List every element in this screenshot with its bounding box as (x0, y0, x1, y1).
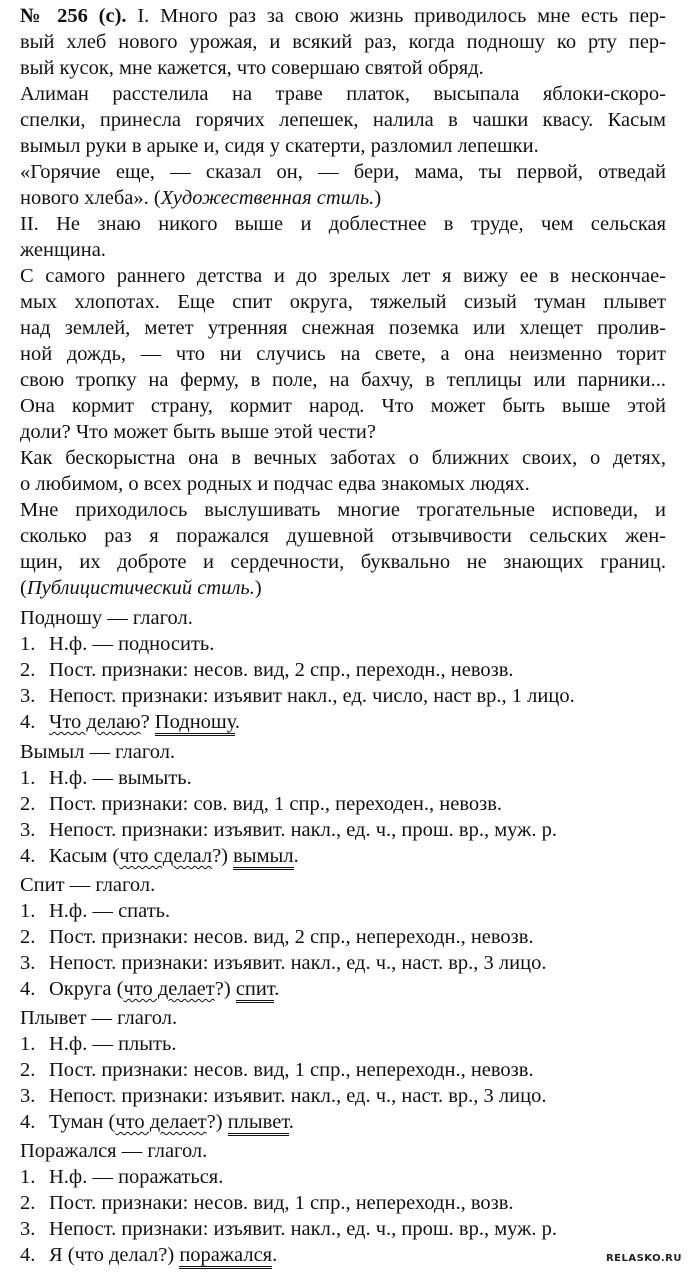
list-item: 1. Н.ф. — плыть. (20, 1033, 177, 1055)
exercise-line: спелки, принесла горячих лепешек, налила в чашки квасу. Касым (20, 109, 666, 131)
list-item: 3. Непост. признаки: изъявит. накл., ед. ч., прош. вр., муж. р. (20, 1218, 557, 1240)
exercise-line: над землей, метет утренняя снежная поземка или хлещет пролив- (20, 317, 666, 339)
exercise-line: Мне приходилось выслушивать многие трогательные исповеди, и (20, 499, 666, 521)
exercise-line: Алиман расстелила на траве платок, высыпала яблоки-скоро- (20, 83, 666, 105)
list-item: 4. Касым (что сделал?) вымыл. (20, 843, 299, 869)
exercise-line: Она кормит страну, кормит народ. Что может быть выше этой (20, 395, 666, 417)
verb-header: Спит — глагол. (20, 874, 156, 896)
question-underlined: что делает (115, 1111, 207, 1133)
exercise-line: щин, их доброте и сердечности, буквально не знающих границ. (20, 551, 666, 573)
verb-header: Вымыл — глагол. (20, 741, 176, 763)
exercise-line: доли? Что может быть выше этой чести? (20, 421, 376, 443)
exercise-line: нового хлеба». (Художественная стиль.) (20, 187, 382, 209)
list-item: 1. Н.ф. — поражаться. (20, 1166, 224, 1188)
watermark: RELASKO.RU (605, 1253, 682, 1264)
list-item: 4. Что делаю? Подношу. (20, 709, 240, 735)
list-item: 3. Непост. признаки: изъявит накл., ед. число, наст вр., 1 лицо. (20, 685, 575, 707)
list-item: 2. Пост. признаки: сов. вид, 1 спр., переходен., невозв. (20, 793, 503, 815)
verb-header: Плывет — глагол. (20, 1007, 178, 1029)
list-item: 4. Округа (что делает?) спит. (20, 976, 279, 1002)
style-label: Публицистический стиль. (26, 577, 255, 599)
question-underlined: Что делаю (49, 711, 141, 733)
exercise-line: (Публицистический стиль.) (20, 577, 262, 599)
predicate-underlined: спит (236, 978, 274, 1003)
predicate-underlined: плывет (228, 1111, 289, 1136)
exercise-line: Как бескорыстна она в вечных заботах о ближних своих, о детях, (20, 447, 666, 469)
list-item: 2. Пост. признаки: несов. вид, 1 спр., непереходн., невозв. (20, 1059, 534, 1081)
list-item: 1. Н.ф. — спать. (20, 900, 171, 922)
exercise-line: вымыл руки в арыке и, сидя у скатерти, разломил лепешки. (20, 135, 539, 157)
predicate-underlined: поражался (179, 1244, 272, 1269)
predicate-underlined: Подношу (155, 711, 235, 736)
list-item: 4. Я (что делал?) поражался. (20, 1242, 277, 1268)
exercise-line: женщина. (20, 239, 106, 261)
list-item: 3. Непост. признаки: изъявит. накл., ед. ч., наст. вр., 3 лицо. (20, 1085, 547, 1107)
exercise-line: вый кусок, мне кажется, что совершаю святой обряд. (20, 57, 484, 79)
list-item: 2. Пост. признаки: несов. вид, 1 спр., непереходн., возв. (20, 1192, 514, 1214)
list-item: 1. Н.ф. — подносить. (20, 633, 215, 655)
exercise-line: С самого раннего детства и до зрелых лет я вижу ее в нескончае- (20, 265, 666, 287)
list-item: 2. Пост. признаки: несов. вид, 2 спр., переходн., невозв. (20, 659, 514, 681)
exercise-number: № 256 (с). (20, 5, 127, 27)
list-item: 4. Туман (что делает?) плывет. (20, 1109, 294, 1135)
verb-header: Поражался — глагол. (20, 1140, 208, 1162)
exercise-line: ной дождь, — что ни случись на свете, а она неизменно торит (20, 343, 666, 365)
predicate-underlined: вымыл (233, 845, 293, 870)
style-label: Художественная стиль. (160, 187, 375, 209)
list-item: 3. Непост. признаки: изъявит. накл., ед. ч., прош. вр., муж. р. (20, 819, 557, 841)
exercise-line: вый хлеб нового урожая, и всякий раз, когда подношу ко рту пер- (20, 31, 666, 53)
question-underlined: что делает (123, 978, 215, 1000)
list-item: 3. Непост. признаки: изъявит. накл., ед. ч., наст. вр., 3 лицо. (20, 952, 547, 974)
list-item: 2. Пост. признаки: несов. вид, 2 спр., непереходн., невозв. (20, 926, 534, 948)
exercise-line: о любимом, о всех родных и подчас едва знакомых людях. (20, 473, 530, 495)
exercise-line: сколько раз я поражался душевной отзывчивости сельских жен- (20, 525, 666, 547)
list-item: 1. Н.ф. — вымыть. (20, 767, 192, 789)
exercise-line: мых хлопотах. Еще спит округа, тяжелый сизый туман плывет (20, 291, 666, 313)
exercise-line: свою тропку на ферму, в поле, на бахчу, в теплицы или парники... (20, 369, 666, 391)
question-underlined: что сделал (119, 845, 213, 867)
exercise-line: «Горячие еще, — сказал он, — бери, мама, ты первой, отведай (20, 161, 666, 183)
exercise-line: II. Не знаю никого выше и доблестнее в труде, чем сельская (20, 213, 666, 235)
verb-header: Подношу — глагол. (20, 607, 193, 629)
exercise-line: № 256 (с). I. Много раз за свою жизнь приводилось мне есть пер- (20, 5, 666, 27)
